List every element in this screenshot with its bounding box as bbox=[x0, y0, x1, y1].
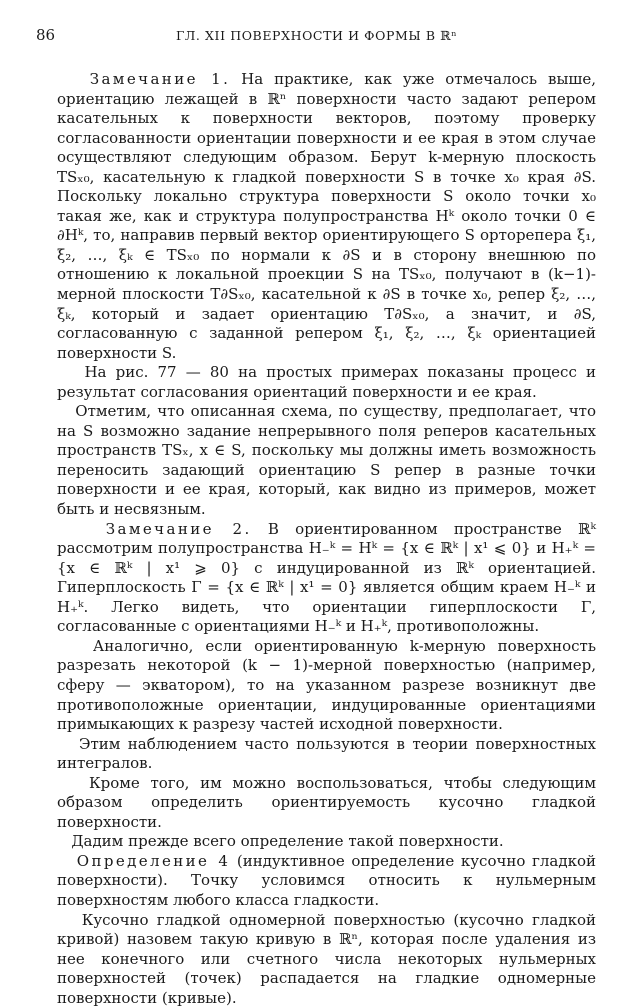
paragraph-text: Дадим прежде всего определение такой поверхности. bbox=[71, 832, 504, 851]
body-text bbox=[57, 70, 596, 1008]
paragraph bbox=[57, 402, 596, 519]
running-head: ГЛ. XII ПОВЕРХНОСТИ И ФОРМЫ В ℝⁿ bbox=[176, 28, 458, 43]
paragraph bbox=[57, 363, 596, 402]
page-header bbox=[36, 26, 596, 50]
remark-heading: Замечание 2. bbox=[105, 519, 252, 538]
paragraph bbox=[57, 520, 596, 637]
paragraph-text: Кусочно гладкой одномерной поверхностью (кусочно гладкой кривой) назовем такую кривую в ℝⁿ, которая после удаления из нее конечного или счетного числа некоторых нульмерных поверхностей (точек) распадается на гладкие одномерные поверхности (кривые). bbox=[57, 910, 596, 1007]
paragraph bbox=[57, 735, 596, 774]
paragraph bbox=[57, 911, 596, 1008]
paragraph bbox=[57, 832, 596, 852]
paragraph-text: Кроме того, им можно воспользоваться, чтобы следующим образом определить ориентируемость кусочно гладкой поверхности. bbox=[57, 773, 596, 831]
paragraph bbox=[57, 852, 596, 911]
paragraph bbox=[57, 70, 596, 363]
remark-heading: Замечание 1. bbox=[89, 70, 231, 88]
paragraph bbox=[57, 774, 596, 833]
paragraph-text: (индуктивное определение кусочно гладкой поверхности). Точку условимся относить к нульмерным поверхностям любого класса гладкости. bbox=[57, 851, 596, 909]
paragraph-text: Отметим, что описанная схема, по существу, предполагает, что на S возможно задание непрерывного поля реперов касательных пространств TSₓ, x ∈ S, поскольку мы должны иметь возможность переносить задающий ориентацию S репер в разные точки поверхности и ее края, который, как видно из примеров, может быть и несвязным. bbox=[57, 402, 596, 519]
paragraph-text: Этим наблюдением часто пользуются в теории поверхностных интегралов. bbox=[57, 734, 596, 773]
paragraph-text: В ориентированном пространстве ℝᵏ рассмотрим полупространства H₋ᵏ = Hᵏ = {x ∈ ℝᵏ | x¹ ⩽ 0} и H₊ᵏ = {x ∈ ℝᵏ | x¹ ⩾ 0} с индуцированной из ℝᵏ ориентацией. Гиперплоскость Γ = {x ∈ ℝᵏ | x¹ = 0} является общим краем H₋ᵏ и H₊ᵏ. Легко видеть, что ориентации гиперплоскости Γ, согласованные с ориентациями H₋ᵏ и H₊ᵏ, противоположны. bbox=[57, 519, 596, 636]
paragraph bbox=[57, 637, 596, 735]
paragraph-text: На рис. 77 — 80 на простых примерах показаны процесс и результат согласования ориентаций поверхности и ее края. bbox=[57, 363, 596, 401]
paragraph-text: Аналогично, если ориентированную k-мерную поверхность разрезать некоторой (k − 1)-мерной поверхностью (например, сферу — экватором), то на указанном разрезе возникнут две противоположные ориентации, индуцированные ориентациями примыкающих к разрезу частей исходной поверхности. bbox=[57, 636, 596, 734]
definition-heading: Определение 4 bbox=[76, 851, 231, 870]
page-number: 86 bbox=[36, 26, 56, 44]
paragraph-text: На практике, как уже отмечалось выше, ориентацию лежащей в ℝⁿ поверхности часто задают репером касательных к поверхности векторов, поэтому проверку согласованности ориентации поверхности и ее края в этом случае осуществляют следующим образом. Берут k-мерную плоскость TSₓ₀, касательную к гладкой поверхности S в точке x₀ края ∂S. Поскольку локально структура поверхности S около точки x₀ такая же, как и структура полупространства Hᵏ около точки 0 ∈ ∂Hᵏ, то, направив первый вектор ориентирующего S орторепера ξ₁, ξ₂, …, ξₖ ∈ TSₓ₀ по нормали к ∂S и в сторону внешнюю по отношению к локальной проекции S на TSₓ₀, получают в (k−1)-мерной плоскости T∂Sₓ₀, касательной к ∂S в точке x₀, репер ξ₂, …, ξₖ, который и задает ориентацию T∂Sₓ₀, а значит, и ∂S, согласованную с заданной репером ξ₁, ξ₂, …, ξₖ ориентацией поверхности S. bbox=[57, 70, 596, 362]
